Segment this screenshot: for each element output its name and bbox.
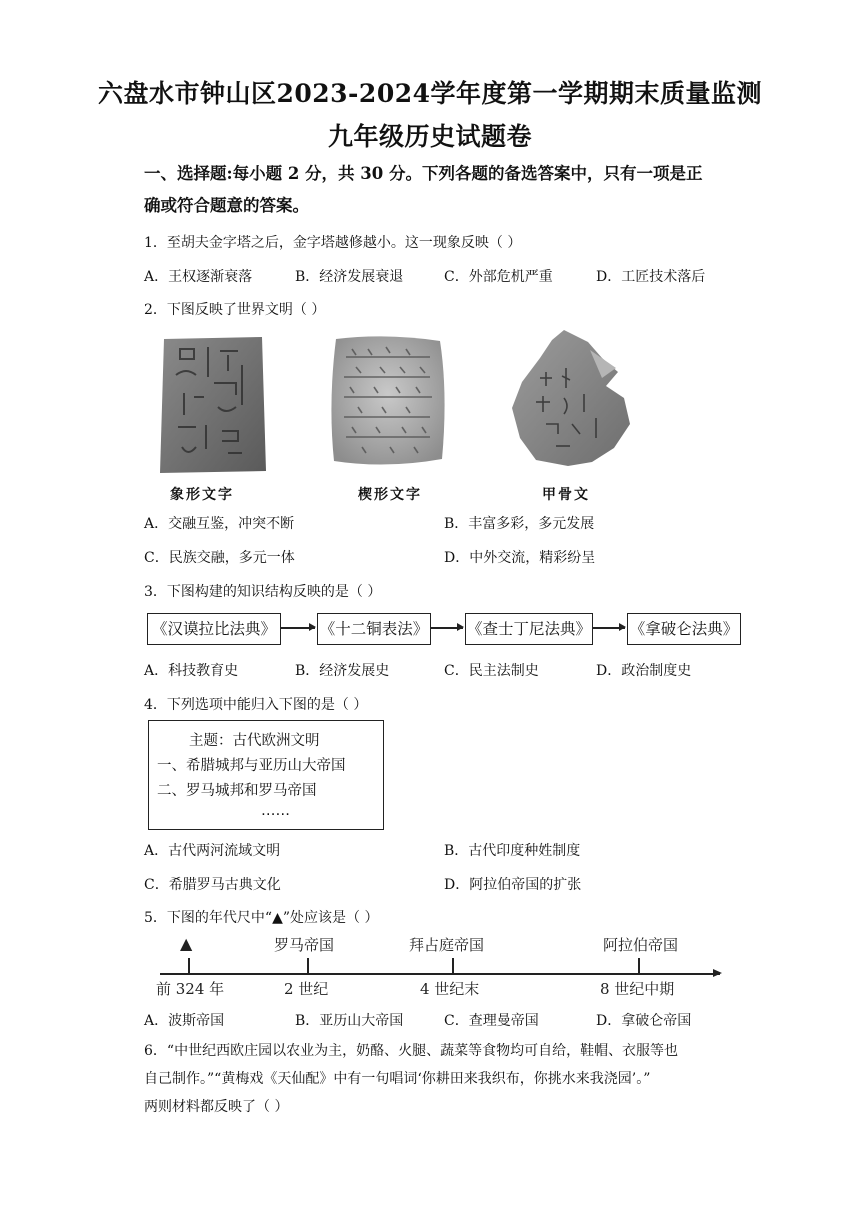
timeline-date-2: 2 世纪 (284, 980, 329, 998)
section-heading-line2: 确或符合题意的答案。 (144, 196, 309, 215)
question-1-option-d[interactable]: D．工匠技术落后 (596, 269, 706, 285)
section-heading (144, 158, 724, 222)
chain-box-twelve-tables: 《十二铜表法》 (317, 613, 431, 645)
question-5-stem: 5．下图的年代尺中“▲”处应该是（ ） (144, 910, 379, 926)
exam-subtitle: 九年级历史试题卷 (327, 122, 532, 151)
question-4-option-b[interactable]: B．古代印度种姓制度 (444, 843, 581, 859)
question-1-stem: 1．至胡夫金字塔之后，金字塔越修越小。这一现象反映（ ） (144, 235, 522, 251)
question-5-option-b[interactable]: B．亚历山大帝国 (295, 1013, 404, 1029)
question-4-stem: 4．下列选项中能归入下图的是（ ） (144, 697, 368, 713)
oracle-bone-image (506, 328, 634, 470)
question-5-option-d[interactable]: D．拿破仑帝国 (596, 1013, 692, 1029)
timeline-tick-4 (638, 958, 640, 973)
chain-arrow-3 (593, 627, 625, 629)
question-2-option-a[interactable]: A．交融互鉴，冲突不断 (144, 516, 295, 532)
timeline (150, 930, 730, 1000)
question-1-option-b[interactable]: B．经济发展衰退 (295, 269, 404, 285)
question-3-option-d[interactable]: D．政治制度史 (596, 663, 692, 679)
law-code-chain (147, 613, 742, 647)
exam-title: 六盘水市钟山区2023-2024学年度第一学期期末质量监测 (97, 79, 763, 108)
timeline-marker: ▲ (180, 934, 193, 953)
theme-title: 主题：古代欧洲文明 (189, 733, 320, 749)
question-4-option-d[interactable]: D．阿拉伯帝国的扩张 (444, 877, 582, 893)
caption-oracle-bone: 甲骨文 (542, 487, 590, 503)
question-6-line-2: 自己制作。”“黄梅戏《天仙配》中有一句唱词‘你耕田来我织布，你挑水来我浇园’。” (144, 1071, 651, 1087)
question-1-option-a[interactable]: A．王权逐渐衰落 (144, 269, 253, 285)
timeline-tick-1 (188, 958, 190, 973)
question-2-option-d[interactable]: D．中外交流，精彩纷呈 (444, 550, 596, 566)
question-2-option-b[interactable]: B．丰富多彩，多元发展 (444, 516, 595, 532)
question-2-option-c[interactable]: C．民族交融，多元一体 (144, 550, 295, 566)
theme-line-2: 二、罗马城邦和罗马帝国 (157, 783, 317, 799)
question-6-line-1: 6．“中世纪西欧庄园以农业为主，奶酪、火腿、蔬菜等食物均可自给，鞋帽、衣服等也 (144, 1043, 679, 1059)
question-3-stem: 3．下图构建的知识结构反映的是（ ） (144, 584, 382, 600)
caption-cuneiform: 楔形文字 (358, 487, 422, 503)
question-5-option-c[interactable]: C．查理曼帝国 (444, 1013, 539, 1029)
timeline-label-roman: 罗马帝国 (274, 936, 335, 954)
timeline-tick-2 (307, 958, 309, 973)
theme-box (148, 720, 384, 830)
question-6-stem (144, 1037, 724, 1121)
chain-box-napoleon: 《拿破仑法典》 (627, 613, 741, 645)
chain-box-justinian: 《查士丁尼法典》 (465, 613, 593, 645)
chain-arrow-1 (281, 627, 315, 629)
question-3-option-b[interactable]: B．经济发展史 (295, 663, 390, 679)
timeline-label-arab: 阿拉伯帝国 (603, 936, 679, 954)
question-3-option-c[interactable]: C．民主法制史 (444, 663, 539, 679)
timeline-axis (160, 973, 720, 975)
question-4-option-a[interactable]: A．古代两河流域文明 (144, 843, 281, 859)
theme-ellipsis: …… (261, 803, 290, 819)
timeline-label-byzantine: 拜占庭帝国 (409, 936, 485, 954)
theme-line-1: 一、希腊城邦与亚历山大帝国 (157, 758, 346, 774)
question-5-option-a[interactable]: A．波斯帝国 (144, 1013, 225, 1029)
timeline-tick-3 (452, 958, 454, 973)
question-1-option-c[interactable]: C．外部危机严重 (444, 269, 553, 285)
caption-hieroglyph: 象形文字 (170, 487, 234, 503)
section-heading-line1: 一、选择题:每小题 2 分，共 30 分。下列各题的备选答案中，只有一项是正 (144, 164, 703, 183)
hieroglyph-tablet-image (158, 335, 268, 475)
question-2-stem: 2．下图反映了世界文明（ ） (144, 302, 326, 318)
question-6-line-3: 两则材料都反映了（ ） (144, 1099, 289, 1115)
cuneiform-tablet-image (326, 333, 450, 471)
timeline-date-4: 8 世纪中期 (600, 980, 675, 998)
question-3-option-a[interactable]: A．科技教育史 (144, 663, 239, 679)
timeline-date-1: 前 324 年 (156, 980, 225, 998)
timeline-date-3: 4 世纪末 (420, 980, 480, 998)
question-4-option-c[interactable]: C．希腊罗马古典文化 (144, 877, 281, 893)
chain-box-hammurabi: 《汉谟拉比法典》 (147, 613, 281, 645)
chain-arrow-2 (431, 627, 463, 629)
